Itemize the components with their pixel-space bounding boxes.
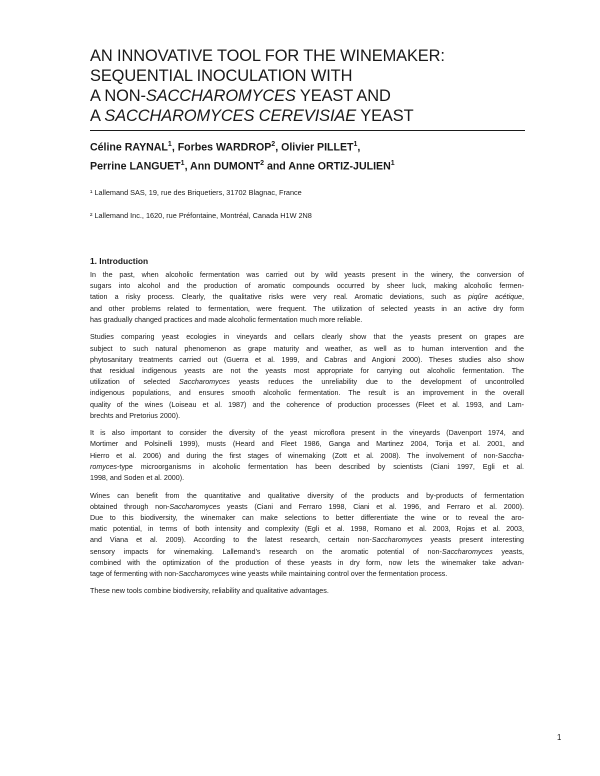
body-text: [90, 270, 524, 604]
text-line: indigenous populations, and ensures smooth alcoholic fermentation. The result is an improvement in the overall: [90, 389, 524, 398]
text-line: Wines can benefit from the quantitative and qualitative diversity of the products and by-products of fermentation: [90, 491, 524, 500]
section-heading: 1. Introduction: [90, 256, 149, 266]
affiliation-mark: 1: [180, 159, 185, 167]
text-line: has gradually changed practices and made alcoholic fermentation much more reliable.: [90, 315, 363, 324]
text-line: It is also important to consider the diversity of the yeast microflora present in the vineyards (Davenport 1974, and: [90, 429, 524, 438]
title-line: SEQUENTIAL INOCULATION WITH: [90, 67, 353, 85]
author-name: and Anne ORTIZ-JULIEN: [264, 160, 391, 173]
affiliations: [90, 188, 530, 234]
text-line: utilization of selected Saccharomyces yeasts reduces the unreliability due to the development of uncontrolled: [90, 378, 524, 387]
text-line: quality of the wines (Loiseau et al. 1987) and the coherence of production processes (Fleet et al. 1993, and Lam-: [90, 400, 524, 409]
text-line: sugars into alcohol and the production of aromatic compounds occurred by sheer luck, making alcoholic fermen-: [90, 282, 524, 291]
text-line: These new tools combine biodiversity, reliability and qualitative advantages.: [90, 587, 329, 596]
text-line: Mortimer and Polsinelli 1999), musts (Heard and Fleet 1986, Ganga and Martinez 2004, Torija et al. 2001, and: [90, 440, 524, 449]
text-line: combined with the optimization of the production of these yeasts in dry form, now lets the winemaker take advan-: [90, 558, 524, 567]
text-line: phytosanitary treatments carried out (Guerra et al. 1999, and Cabras and Angioni 2000). Theses studies also show: [90, 355, 524, 364]
affiliation-mark: 1: [167, 141, 172, 148]
author-name: Perrine LANGUET: [90, 160, 181, 173]
text-line: subject to such natural phenomenon as grape maturity and weather, as well as to human intervention and the: [90, 344, 524, 353]
author-name: , Ann DUMONT: [184, 160, 261, 173]
affiliation-mark: 2: [260, 159, 264, 167]
text-line: Studies comparing yeast ecologies in vineyards and cellars clearly show that the yeasts present on grapes are: [90, 333, 524, 342]
paragraph: [90, 270, 524, 326]
author-name: , Olivier PILLET: [275, 141, 354, 154]
author-name: ,: [357, 141, 361, 154]
paragraph: [90, 332, 524, 422]
title-rule: [90, 130, 525, 131]
affiliation-mark: 1: [353, 141, 358, 148]
title-line: A SACCHAROMYCES CEREVISIAE YEAST: [90, 107, 414, 125]
text-line: romyces-type microorganisms in alcoholic fermentation has been described by scientists (Ciani 1997, Egli et al.: [90, 462, 524, 471]
text-line: tation a risky process. Clearly, the qualitative risks were very real. Aromatic deviations, such as piqûre acétique,: [90, 293, 525, 302]
paragraph: [90, 428, 524, 484]
text-line: In the past, when alcoholic fermentation was carried out by wild yeasts present in the winery, the conversion of: [90, 271, 524, 279]
paragraph: [90, 586, 524, 597]
text-line: and other problems related to fermentation, were frequent. The utilization of selected yeasts in an active dry form: [90, 304, 524, 313]
author-line: [90, 137, 530, 156]
author-line: [90, 156, 530, 175]
affiliation-mark: 2: [271, 141, 276, 148]
affiliation-1: ¹ Lallemand SAS, 19, rue des Briquetiers, 31702 Blagnac, France: [90, 188, 302, 197]
text-line: brechts and Pretorius 2000).: [90, 411, 181, 420]
title-line: AN INNOVATIVE TOOL FOR THE WINEMAKER:: [90, 47, 445, 65]
page-number: 1: [557, 733, 562, 742]
text-line: that residual indigenous yeasts are not the yeasts most appropriate for carrying out alcoholic fermentation. The: [90, 366, 524, 375]
text-line: tage of fermenting with non-Saccharomyces wine yeasts while maintaining control over the fermentation process.: [90, 569, 448, 578]
text-line: Hierro et al. 2006) and during the first stages of winemaking (Zott et al. 2008). The involvement of non-Saccha-: [90, 451, 524, 460]
paragraph: [90, 491, 524, 581]
affiliation-2: ² Lallemand Inc., 1620, rue Préfontaine, Montréal, Canada H1W 2N8: [90, 211, 312, 220]
text-line: and Viana et al. 2009). According to the latest research, certain non-Saccharomyces yeasts present interesting: [90, 536, 524, 545]
paper-title: [90, 46, 530, 126]
title-line: A NON-SACCHAROMYCES YEAST AND: [90, 87, 391, 105]
author-name: Céline RAYNAL: [90, 141, 168, 154]
text-line: 1998, and Soden et al. 2000).: [90, 474, 185, 483]
text-line: matic potential, in terms of both intensity and complexity (Egli et al. 1998, Romano et al. 2003, Rojas et al. 2003,: [90, 525, 524, 534]
text-line: sensory impacts for winemaking. Lallemand’s research on the aromatic potential of non-Saccharomyces yeasts,: [90, 547, 525, 556]
affiliation-mark: 1: [390, 159, 395, 167]
author-name: , Forbes WARDROP: [171, 141, 272, 154]
text-line: obtained through non-Saccharomyces yeasts (Ciani and Ferraro 1998, Ciani et al. 1996, and Ferraro et al. 2000).: [90, 502, 524, 511]
text-line: Due to this biodiversity, the winemaker can make selections to better differentiate the wine or to reveal the aro-: [90, 513, 524, 522]
author-list: [90, 137, 530, 174]
